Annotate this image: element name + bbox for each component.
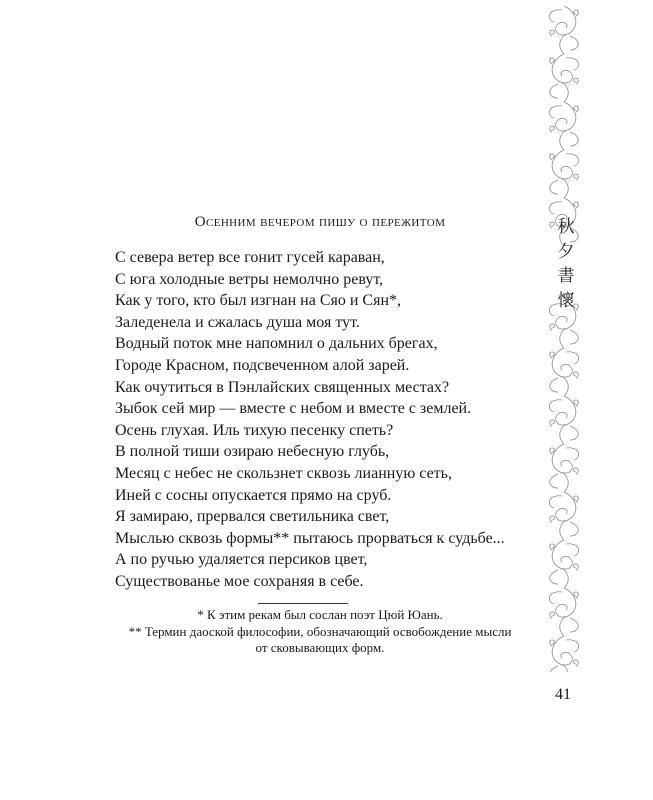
vine-motif — [560, 328, 566, 348]
poem-line: Месяц с небес не скользнет сквозь лианную сеть, — [115, 464, 452, 482]
vine-motif — [562, 376, 568, 396]
poem-line: Существованье мое сохраняя в себе. — [115, 572, 364, 590]
vine-motif — [566, 58, 579, 70]
vine-motif — [556, 492, 576, 521]
footnote: * К этим рекам был сослан поэт Цюй Юань. — [197, 607, 443, 622]
vine-motif — [574, 174, 579, 180]
vine-motif — [552, 444, 572, 473]
vine-motif — [549, 106, 562, 118]
vine-motif — [560, 34, 566, 54]
vine-motif — [556, 396, 576, 425]
vine-motif — [552, 540, 572, 569]
vine-motif — [574, 78, 579, 84]
poem-body — [115, 247, 540, 593]
vine-motif — [549, 10, 562, 22]
poem-line: Я замираю, прервался светильника свет, — [115, 508, 390, 526]
poem-line: Заледенела и сжалась душа моя тут. — [115, 313, 360, 331]
poem-line: Городе Красном, подсвеченном алой зарей. — [115, 356, 410, 374]
footnote: от сковывающих форм. — [255, 640, 385, 655]
poem-line: Водный поток мне напомнил о дальних брегах, — [115, 335, 438, 353]
vine-motif — [556, 6, 576, 35]
vine-motif — [562, 178, 568, 198]
vine-motif — [570, 522, 578, 536]
poem-line: Иней с сосны опускается прямо на сруб. — [115, 486, 392, 504]
vine-motif — [556, 102, 576, 131]
vine-motif — [562, 472, 568, 492]
vine-motif — [562, 82, 568, 102]
vine-motif — [566, 154, 579, 166]
vine-motif — [574, 564, 579, 570]
vine-motif — [574, 660, 579, 666]
poem-line: А по ручью удаляется персиков цвет, — [115, 551, 368, 569]
vine-motif — [550, 30, 555, 36]
vine-motif — [552, 54, 572, 83]
vine-motif — [549, 496, 562, 508]
vine-motif — [574, 372, 579, 378]
footnote: ** Термин даоской философии, обозначающий освобождение мысли — [128, 623, 512, 639]
floral-ornament-border — [544, 0, 584, 672]
footnotes — [60, 607, 580, 657]
vine-motif — [574, 468, 579, 474]
vine-motif — [550, 420, 555, 426]
side-chinese-title — [556, 215, 576, 313]
vine-motif — [560, 130, 566, 150]
page-number: 41 — [555, 686, 571, 703]
poem-line: В полной тиши озираю небесную глубь, — [115, 443, 390, 461]
vine-motif — [549, 400, 562, 412]
vine-motif — [552, 348, 572, 377]
vine-motif — [550, 516, 555, 522]
vine-motif — [552, 150, 572, 179]
vine-motif — [550, 474, 558, 488]
poem-line: Осень глухая. Иль тихую песенку спеть? — [115, 421, 394, 439]
poem-line: Зыбок сей мир — вместе с небом и вместе с землей. — [115, 400, 472, 418]
vine-motif — [549, 202, 562, 214]
vine-motif — [550, 84, 558, 98]
poem-line: С севера ветер все гонит гусей караван, — [115, 249, 385, 266]
vine-motif — [566, 544, 579, 556]
vine-motif — [560, 424, 566, 444]
vine-motif — [550, 324, 555, 330]
poem-title: Осенним вечером пишу о пережитом — [194, 214, 446, 230]
vine-motif — [549, 592, 562, 604]
vine-motif — [550, 378, 558, 392]
chinese-char: 懷 — [557, 290, 575, 311]
poem-line: Как у того, кто был изгнан на Сяо и Сян*, — [115, 292, 402, 310]
vine-motif — [560, 520, 566, 540]
vine-motif — [570, 330, 578, 344]
vine-motif — [550, 126, 555, 132]
poem-line: Мыслью сквозь формы** пытаюсь прорваться к судьбе... — [115, 529, 505, 547]
vine-motif — [550, 222, 555, 228]
chinese-char: 秋 — [557, 217, 575, 237]
vine-motif — [570, 36, 578, 50]
vine-motif — [566, 352, 579, 364]
footnote-divider — [258, 603, 348, 604]
poem-line: Как очутиться в Пэнлайских священных местах? — [115, 378, 450, 396]
vine-motif — [570, 132, 578, 146]
vine-motif — [550, 570, 558, 584]
vine-motif — [570, 426, 578, 440]
vine-motif — [566, 448, 579, 460]
poem-line: С юга холодные ветры немолчно ревут, — [115, 270, 384, 288]
vine-motif — [562, 568, 568, 588]
chinese-char: 夕 — [557, 241, 575, 262]
vine-motif — [550, 666, 558, 672]
vine-motif — [550, 180, 558, 194]
chinese-char: 書 — [557, 266, 575, 286]
